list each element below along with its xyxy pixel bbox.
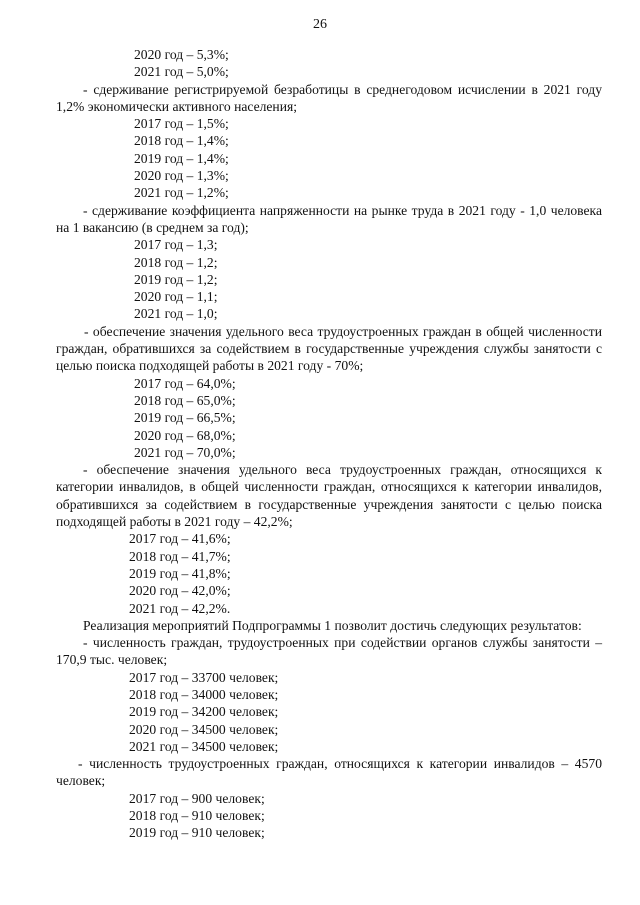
indicator-line: 2017 год – 64,0%; (134, 375, 236, 391)
indicator-line: 2020 год – 34500 человек; (129, 721, 279, 737)
indicator-line: 2019 год – 1,4%; (134, 150, 229, 166)
paragraph-unemployment: - сдерживание регистрируемой безработицы в среднегодовом исчислении в 2021 году 1,2% экономически активного населения; (56, 81, 602, 114)
indicator-line: 2017 год – 41,6%; (129, 531, 231, 547)
paragraph-employed-share: - обеспечение значения удельного веса трудоустроенных граждан в общей численности граждан, обратившихся за содействием в государственные учреждения службы занятости с целью поиска подходящей работы в 2021 году - 70%; (56, 323, 602, 374)
indicator-line: 2021 год – 5,0%; (134, 64, 229, 80)
indicator-line: 2018 год – 1,2; (134, 254, 218, 270)
indicator-line: 2017 год – 33700 человек; (129, 669, 279, 685)
indicator-line: 2020 год – 5,3%; (134, 47, 229, 62)
indicator-line: 2019 год – 66,5%; (134, 410, 236, 426)
paragraph-disabled-employed-count: - численность трудоустроенных граждан, относящихся к категории инвалидов – 4570 человек; (56, 756, 602, 789)
indicator-line: 2018 год – 910 человек; (129, 808, 265, 824)
indicator-line: 2019 год – 910 человек; (129, 825, 265, 841)
indicator-line: 2021 год – 34500 человек; (129, 738, 279, 754)
indicator-line: 2019 год – 1,2; (134, 271, 218, 287)
indicator-line: 2019 год – 34200 человек; (129, 704, 279, 720)
indicator-line: 2017 год – 900 человек; (129, 790, 265, 806)
indicator-line: 2018 год – 1,4%; (134, 133, 229, 149)
indicator-line: 2021 год – 70,0%; (134, 444, 236, 460)
indicator-line: 2019 год – 41,8%; (129, 565, 231, 581)
indicator-line: 2020 год – 1,3%; (134, 168, 229, 184)
paragraph-tension-coefficient: - сдерживание коэффициента напряженности на рынке труда в 2021 году - 1,0 человека на 1 вакансию (в среднем за год); (56, 202, 602, 235)
paragraph-disabled-employed-share: - обеспечение значения удельного веса трудоустроенных граждан, относящихся к категории инвалидов, в общей численности граждан, относящихся к категории инвалидов, обратившихся за содействием в государственные учреждения занятости с целью поиска подходящей работы в 2021 году – 42,2%; (56, 462, 602, 530)
indicator-line: 2018 год – 65,0%; (134, 392, 236, 408)
indicator-line: 2020 год – 42,0%; (129, 583, 231, 599)
paragraph-employed-count: - численность граждан, трудоустроенных при содействии органов службы занятости – 170,9 тыс. человек; (56, 635, 602, 668)
indicator-line: 2020 год – 68,0%; (134, 427, 236, 443)
indicator-line: 2020 год – 1,1; (134, 289, 218, 305)
paragraph-results-intro: Реализация мероприятий Подпрограммы 1 позволит достичь следующих результатов: (83, 617, 582, 633)
indicator-line: 2018 год – 41,7%; (129, 548, 231, 564)
indicator-line: 2018 год – 34000 человек; (129, 686, 279, 702)
indicator-line: 2017 год – 1,5%; (134, 116, 229, 132)
indicator-line: 2021 год – 1,2%; (134, 185, 229, 201)
indicator-line: 2021 год – 42,2%. (129, 600, 231, 616)
document-body (56, 46, 602, 842)
indicator-line: 2017 год – 1,3; (134, 237, 218, 253)
page-number: 26 (313, 17, 327, 32)
indicator-line: 2021 год – 1,0; (134, 306, 218, 322)
